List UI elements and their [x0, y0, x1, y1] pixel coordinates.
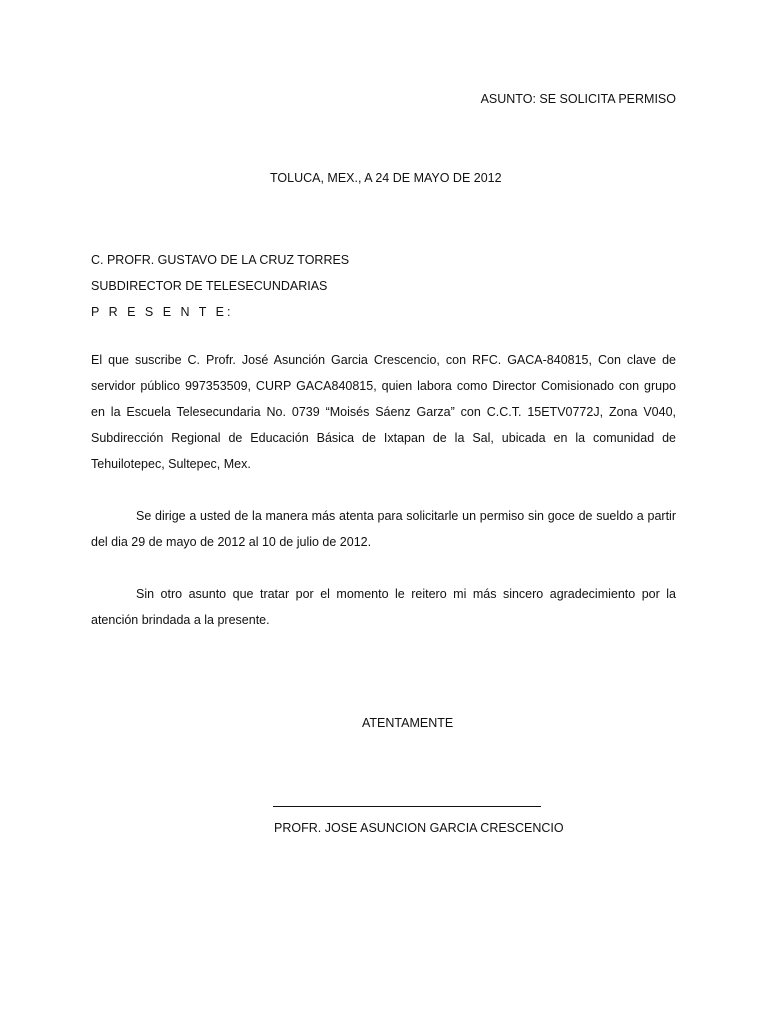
place-date: TOLUCA, MEX., A 24 DE MAYO DE 2012	[270, 171, 502, 185]
salutation: P R E S E N T E:	[91, 305, 234, 319]
body-paragraph-2: Se dirige a usted de la manera más atenta para solicitarle un permiso sin goce de sueldo a partir del dia 29 de mayo de 2012 al 10 de julio de 2012.	[91, 509, 676, 549]
addressee-block	[91, 247, 349, 325]
closing: ATENTAMENTE	[362, 716, 454, 730]
subject-line: ASUNTO: SE SOLICITA PERMISO	[480, 92, 676, 106]
recipient-name: C. PROFR. GUSTAVO DE LA CRUZ TORRES	[91, 253, 350, 267]
signature-line	[273, 806, 541, 807]
body-paragraph-1: El que suscribe C. Profr. José Asunción Garcia Crescencio, con RFC. GACA-840815, Con clave de servidor público 997353509, CURP GACA840815, quien labora como Director Comisionado con grupo en la Escuela Telesecundaria No. 0739 “Moisés Sáenz Garza” con C.C.T. 15ETV0772J, Zona V040, Subdirección Regional de Educación Básica de Ixtapan de la Sal, ubicada en la comunidad de Tehuilotepec, Sultepec, Mex.	[91, 353, 676, 471]
body-paragraph-3: Sin otro asunto que tratar por el momento le reitero mi más sincero agradecimiento por la atención brindada a la presente.	[91, 587, 676, 627]
recipient-title: SUBDIRECTOR DE TELESECUNDARIAS	[91, 279, 328, 293]
signer-name: PROFR. JOSE ASUNCION GARCIA CRESCENCIO	[274, 821, 564, 835]
